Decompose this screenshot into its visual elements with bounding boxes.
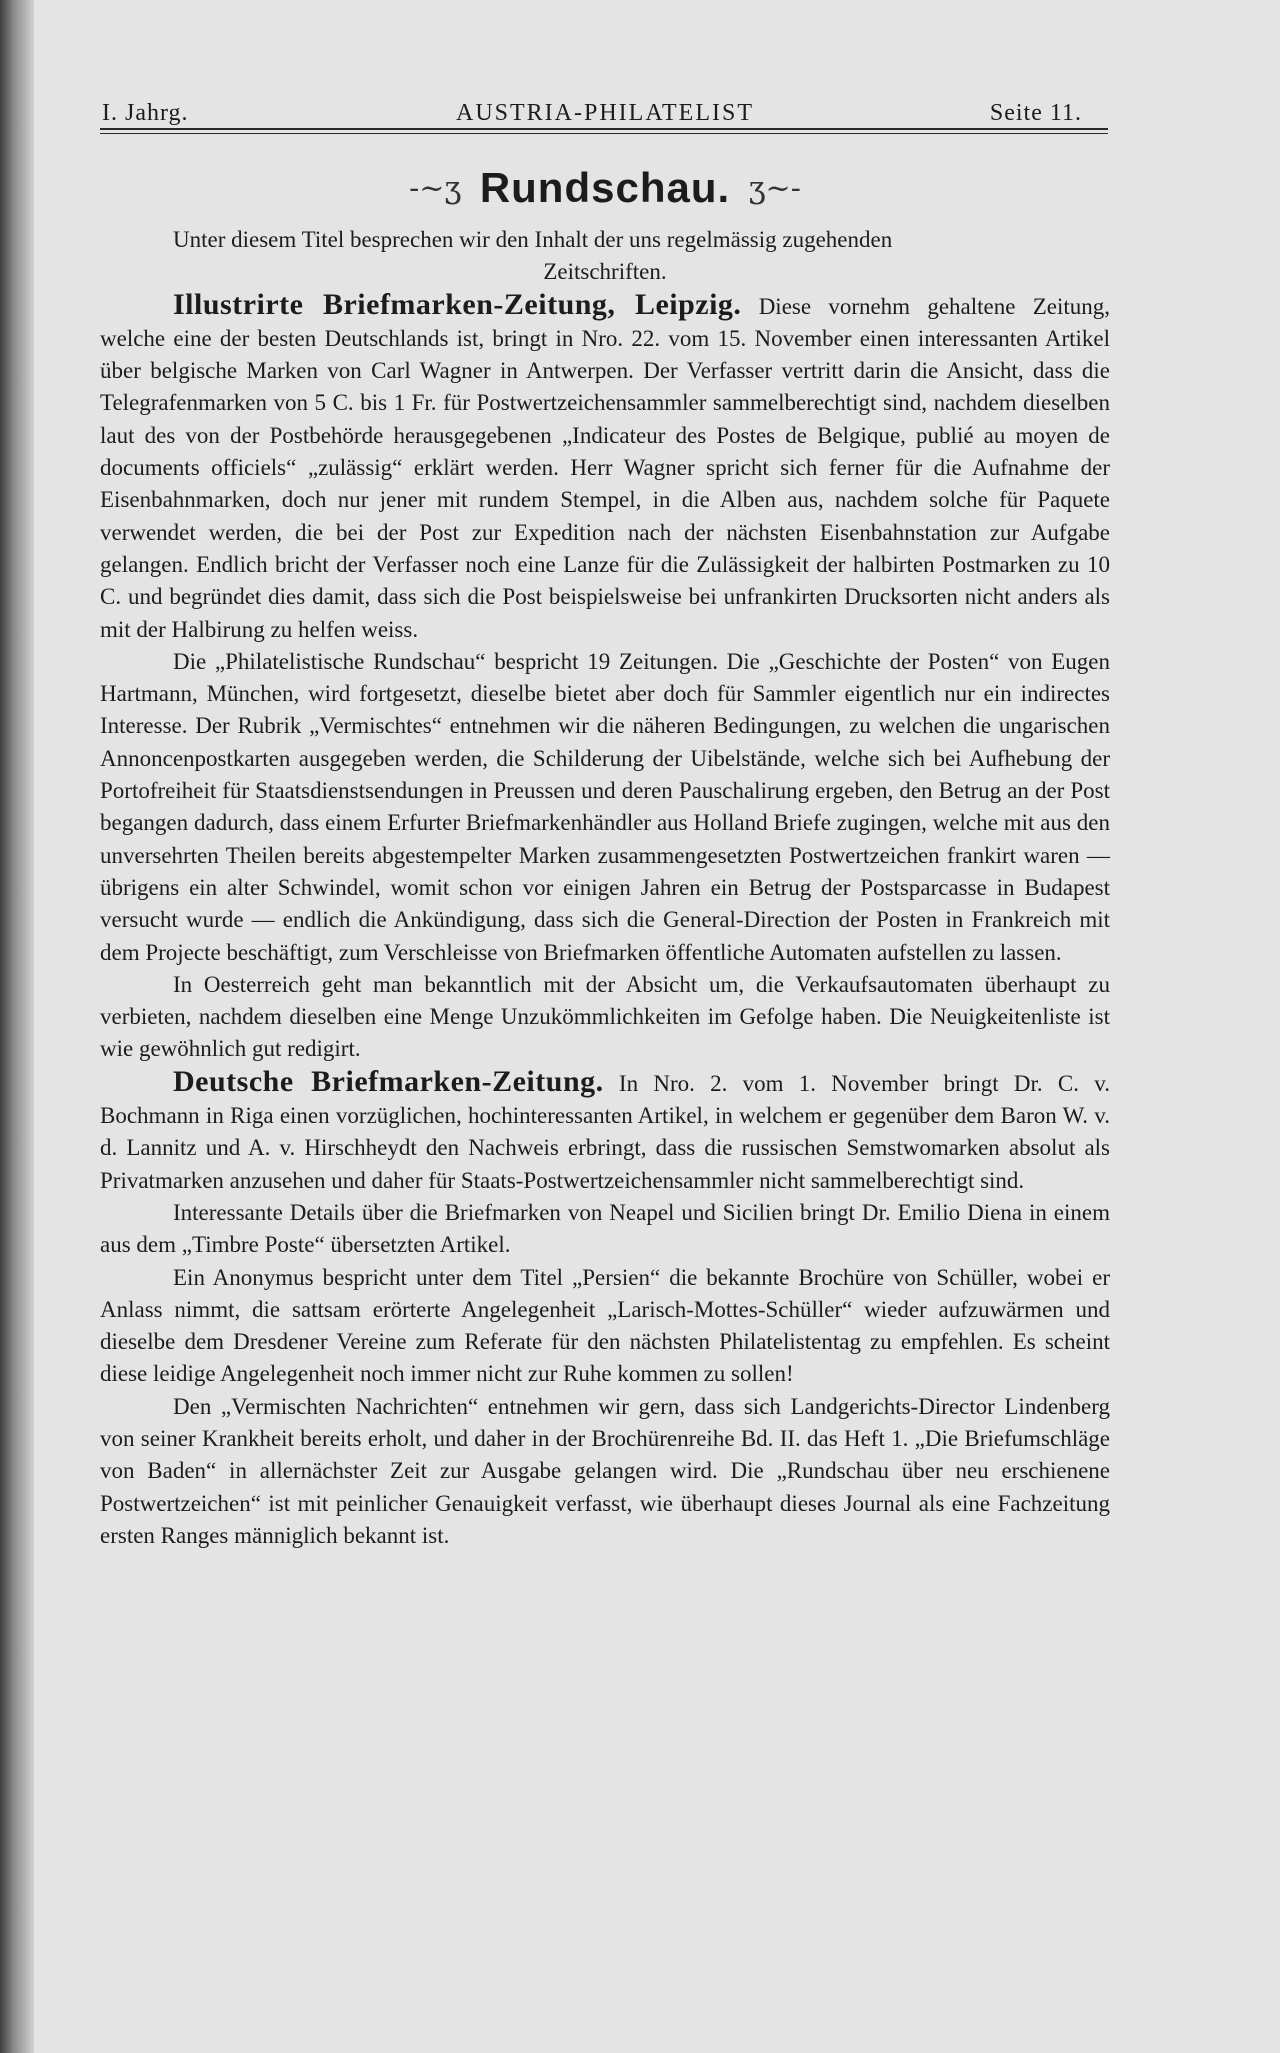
intro-line-2: Zeitschriften. — [543, 259, 667, 285]
article2-heading: Deutsche Briefmarken-Zeitung. — [173, 1064, 604, 1098]
section-title-row — [100, 164, 1110, 220]
header-volume: I. Jahrg. — [102, 100, 189, 126]
article2-paragraph-3: Ein Anonymus bespricht unter dem Titel „Persien“ die bekannte Brochüre von Schüller, wobei er Anlass nimmt, die sattsam erörterte Angelegenheit „Larisch-Mottes-Schüller“ wieder aufzuwärmen und dieselbe dem Dresdener Vereine zum Referate für den nächsten Philatelistentag zu empfehlen. Es scheint diese leidige Angelegenheit noch immer nicht zur Ruhe kommen zu sollen! — [100, 1264, 1110, 1387]
article-body — [100, 224, 1110, 1552]
header-rule-thin — [100, 133, 1108, 134]
article1-paragraph-3: In Oesterreich geht man bekanntlich mit der Absicht um, die Verkaufsautomaten überhaupt zu verbieten, nachdem dieselben eine Menge Unzukömmlichkeiten im Gefolge haben. Die Neuigkeitenliste ist wie gewöhnlich gut redigirt. — [100, 971, 1110, 1062]
scan-edge-shadow — [0, 0, 34, 2053]
header-journal-title: AUSTRIA-PHILATELIST — [456, 100, 754, 126]
running-header — [100, 88, 1110, 128]
article2-paragraph-2: Interessante Details über die Briefmarken von Neapel und Sicilien bringt Dr. Emilio Diena in einem aus dem „Timbre Poste“ übersetzten Artikel. — [100, 1199, 1110, 1258]
ornament-right-icon: ʒ~- — [748, 170, 801, 206]
header-rule-thick — [100, 128, 1108, 130]
section-title: Rundschau. — [479, 164, 731, 211]
article1-text-1: Diese vornehm gehaltene Zeitung, welche eine der besten Deutschlands ist, bringt in Nro. 22. vom 15. November einen interessanten Artikel über belgische Marken von Carl Wagner in Antwerpen. Der Verfasser vertritt darin die Ansicht, dass die Telegrafenmarken von 5 C. bis 1 Fr. für Postwertzeichensammler sammelberechtigt sind, nachdem dieselben laut des von der Postbehörde herausgegebenen „Indicateur des Postes de Belgique, publié au moyen de documents officiels“ „zulässig“ erklärt werden. Herr Wagner spricht sich ferner für die Aufnahme der Eisenbahnmarken, doch nur jener mit rundem Stempel, in die Alben aus, nachdem solche für Paquete verwendet werden, die bei der Post zur Expedition nach der nächsten Eisenbahnstation zur Aufgabe gelangen. Endlich bricht der Verfasser noch eine Lanze für die Zulässigkeit der halbirten Postmarken zu 10 C. und begründet dies damit, dass sich die Post beispielsweise bei unfrankirten Drucksorten nicht anders als mit der Halbirung zu helfen weiss. — [100, 293, 1110, 642]
article2-text-1: In Nro. 2. vom 1. November bringt Dr. C. v. Bochmann in Riga einen vorzüglichen, hochinteressanten Artikel, in welchem er gegenüber dem Baron W. v. d. Lannitz und A. v. Hirschheydt den Nachweis erbringt, dass die russischen Semstwomarken absolut als Privatmarken anzusehen und daher für Staats-Postwertzeichensammler nicht sammelberechtigt sind. — [100, 1070, 1110, 1193]
page — [100, 88, 1110, 1552]
intro-line: Unter diesem Titel besprechen wir den Inhalt der uns regelmässig zugehenden — [173, 227, 893, 252]
ornament-left-icon: -~ʒ — [409, 170, 462, 206]
article1-paragraph-1 — [100, 289, 1110, 646]
article1-paragraph-2: Die „Philatelistische Rundschau“ bespricht 19 Zeitungen. Die „Geschichte der Posten“ von Eugen Hartmann, München, wird fortgesetzt, dieselbe bietet aber doch für Sammler eigentlich nur ein indirectes Interesse. Der Rubrik „Vermischtes“ entnehmen wir die näheren Bedingungen, zu welchen die ungarischen Annoncenpostkarten ausgegeben werden, die Schilderung der Uibelstände, welche sich bei Aufhebung der Portofreiheit für Staatsdienstsendungen in Preussen und deren Pauschalirung ergeben, den Betrug an der Post begangen dadurch, dass einem Erfurter Briefmarkenhändler aus Holland Briefe zugingen, welche mit aus den unversehrten Theilen bereits abgestempelter Marken zusammengesetzten Postwertzeichen frankirt waren — übrigens ein alter Schwindel, womit schon vor einigen Jahren ein Betrug der Postsparcasse in Budapest versucht wurde — endlich die Ankündigung, dass sich die General-Direction der Posten in Frankreich mit dem Projecte beschäftigt, zum Verschleisse von Briefmarken öffentliche Automaten aufstellen zu lassen. — [100, 648, 1110, 965]
article1-heading: Illustrirte Briefmarken-Zeitung, Leipzig. — [173, 287, 742, 321]
header-page-number: Seite 11. — [989, 100, 1082, 126]
article2-paragraph-4: Den „Vermischten Nachrichten“ entnehmen wir gern, dass sich Landgerichts-Director Lindenberg von seiner Krankheit bereits erholt, und daher in der Brochürenreihe Bd. II. das Heft 1. „Die Briefumschläge von Baden“ in allernächster Zeit zur Ausgabe gelangen wird. Die „Rundschau über neu erschienene Postwertzeichen“ ist mit peinlicher Genauigkeit verfasst, wie überhaupt dieses Journal als eine Fachzeitung ersten Ranges männiglich bekannt ist. — [100, 1393, 1110, 1548]
article2-paragraph-1 — [100, 1066, 1110, 1197]
